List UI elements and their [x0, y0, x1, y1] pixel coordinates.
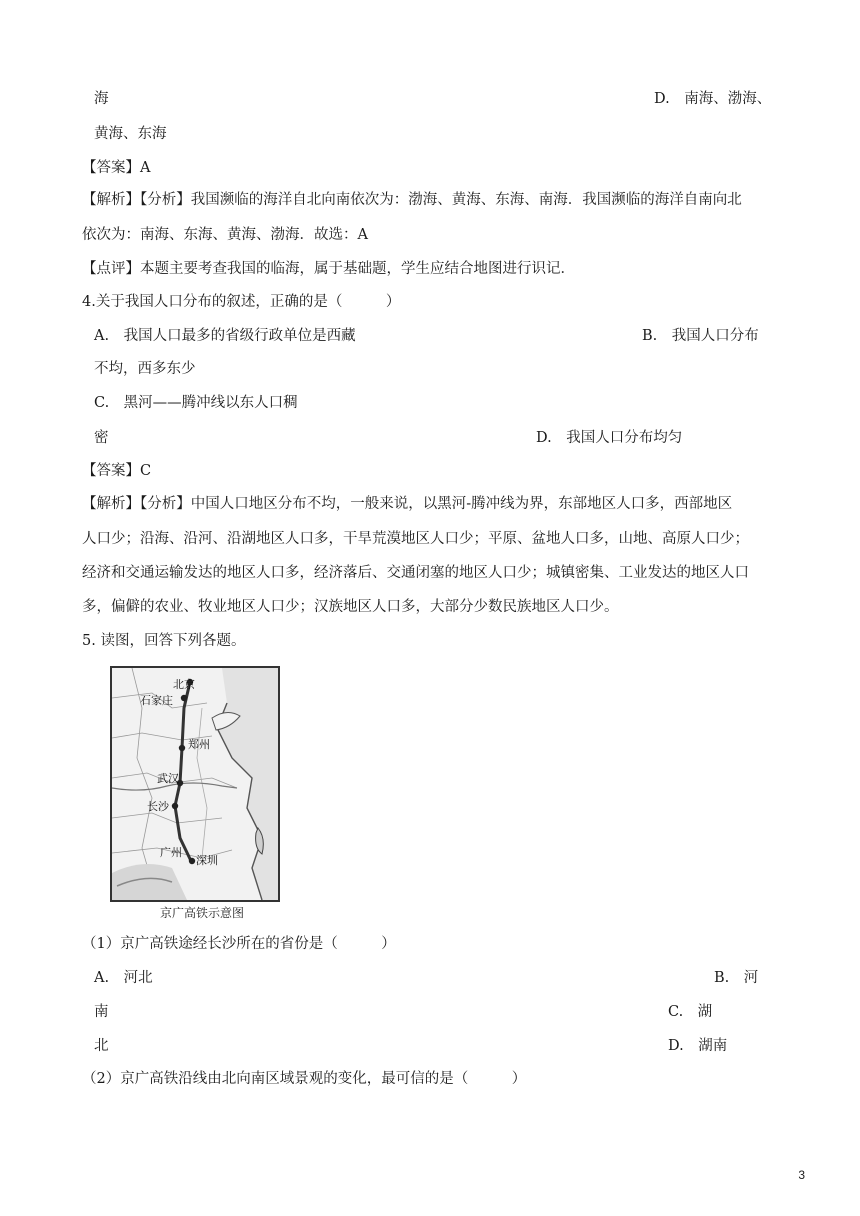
- q4-answer: 【答案】C: [82, 463, 152, 479]
- q4-option-c-head: C. 黑河——腾冲线以东人口稠: [94, 395, 298, 411]
- q5-sub1-option-a: A. 河北: [94, 970, 153, 986]
- map-caption: 京广高铁示意图: [160, 906, 245, 920]
- q3-option-d-tail: 黄海、东海: [94, 126, 167, 142]
- q4-option-c-tail: 密: [94, 430, 109, 446]
- q5-sub1-option-c-head: C. 湖: [668, 1004, 713, 1020]
- q4-option-a: A. 我国人口最多的省级行政单位是西藏: [94, 328, 356, 344]
- q3-analysis-line1: 【解析】【分析】我国濒临的海洋自北向南依次为：渤海、黄海、东海、南海．我国濒临的海洋自南向北: [82, 192, 742, 208]
- q5-sub1-option-d: D. 湖南: [668, 1038, 728, 1054]
- station-shenzhen: [189, 858, 195, 864]
- station-changsha: [172, 803, 178, 809]
- q5-sub1-option-b-tail: 南: [94, 1004, 109, 1020]
- q4-analysis-line4: 多，偏僻的农业、牧业地区人口少；汉族地区人口多，大部分少数民族地区人口少。: [82, 599, 619, 615]
- q4-analysis-line3: 经济和交通运输发达的地区人口多，经济落后、交通闭塞的地区人口少；城镇密集、工业发达的地区人口: [82, 565, 749, 581]
- q5-sub2-stem: （2）京广高铁沿线由北向南区域景观的变化，最可信的是（ ）: [82, 1071, 527, 1087]
- city-label: 深圳: [196, 854, 218, 867]
- q4-option-b-tail: 不均，西多东少: [94, 361, 196, 377]
- q5-sub1-stem: （1）京广高铁途经长沙所在的省份是（ ）: [82, 936, 396, 952]
- station-shijiazhuang: [181, 695, 187, 701]
- city-label: 北京: [173, 678, 195, 691]
- station-zhengzhou: [179, 745, 185, 751]
- q4-analysis-line1: 【解析】【分析】中国人口地区分布不均，一般来说，以黑河-腾冲线为界，东部地区人口多，西部地区: [82, 496, 733, 512]
- q5-sub1-option-b-head: B. 河: [714, 970, 759, 986]
- city-label: 广州: [160, 846, 182, 859]
- q4-option-b-head: B. 我国人口分布: [642, 328, 759, 344]
- q4-stem: 4.关于我国人口分布的叙述，正确的是（ ）: [82, 294, 401, 310]
- city-label: 长沙: [147, 800, 169, 813]
- q5-sub1-option-c-tail: 北: [94, 1038, 109, 1054]
- q3-comment: 【点评】本题主要考查我国的临海，属于基础题，学生应结合地图进行识记．: [82, 261, 575, 277]
- q4-option-d: D. 我国人口分布均匀: [536, 430, 683, 446]
- city-label: 石家庄: [140, 694, 173, 707]
- q3-answer: 【答案】A: [82, 160, 151, 176]
- city-label: 武汉: [157, 772, 179, 785]
- q3-analysis-line2: 依次为：南海、东海、黄海、渤海．故选：A: [82, 227, 368, 243]
- page-number: 3: [798, 1168, 805, 1182]
- q4-analysis-line2: 人口少；沿海、沿河、沿湖地区人口多，干旱荒漠地区人口少；平原、盆地人口多，山地、高原人口少；: [82, 531, 749, 547]
- railway-map: [110, 666, 280, 902]
- q3-option-c-tail: 海: [94, 91, 109, 107]
- city-label: 郑州: [188, 738, 210, 751]
- q3-option-d-head: D. 南海、渤海、: [654, 91, 772, 107]
- q5-stem: 5. 读图，回答下列各题。: [82, 633, 246, 649]
